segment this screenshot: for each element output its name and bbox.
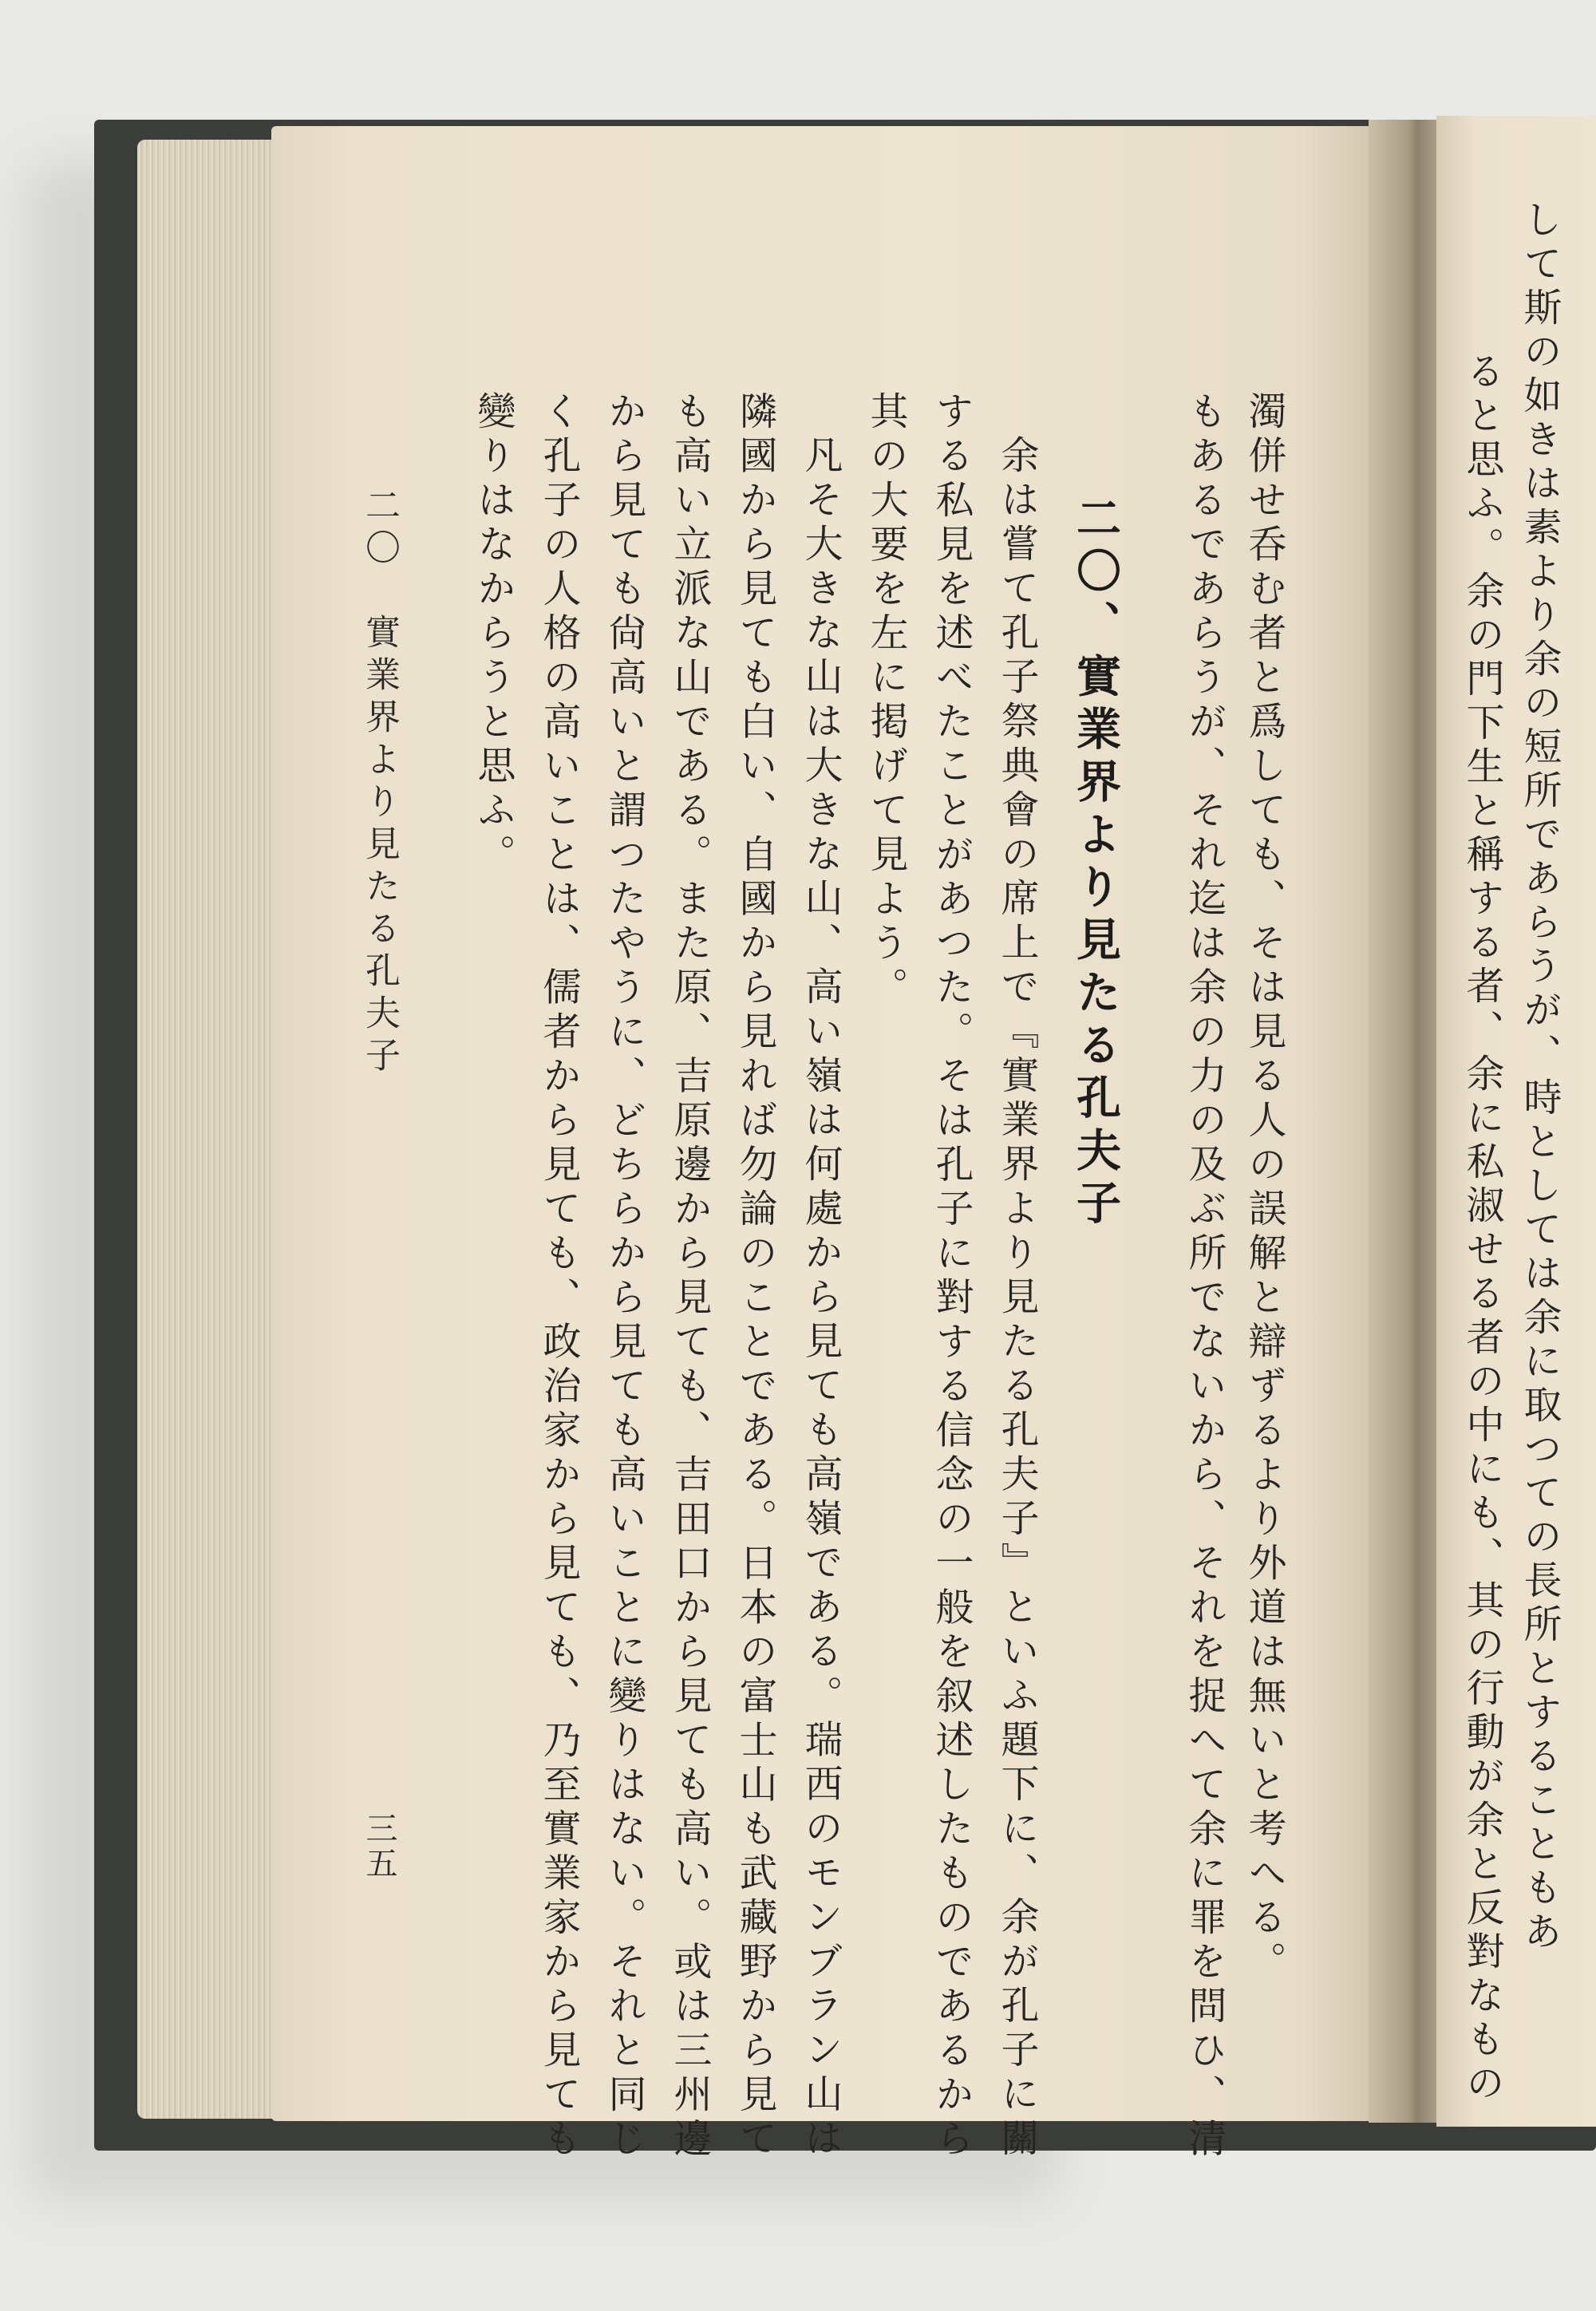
body-line-8: く孔子の人格の高いことは、儒者から見ても、政治家から見ても、乃至實業家から見ても [536, 391, 581, 2163]
body-line-3: 其の大要を左に掲げて見よう。 [863, 391, 908, 1011]
page-edges [137, 140, 289, 2119]
body-line-9: 變りはなからうと思ふ。 [471, 391, 516, 879]
running-head: 二〇 實業界より見たる孔夫子 [359, 487, 400, 1079]
body-line-2: する私見を述べたことがあつた。そは孔子に對する信念の一般を叙述したものであるから [929, 391, 974, 2163]
body-line-7: から見ても尙高いと謂つたやうに、どちらから見ても高いことに變りはない。それと同じ [602, 391, 646, 2163]
page-number: 三五 [361, 1811, 397, 1882]
body-line-4: 凡そ大きな山は大きな山、高い嶺は何處から見ても高嶺である。瑞西のモンブラン山は [798, 435, 843, 2163]
continuation-line-2: もあるであらうが、それ迄は余の力の及ぶ所でないから、それを捉へて余に罪を問ひ、清 [1182, 391, 1227, 2163]
right-page-line-1: して斯の如きは素より余の短所であらうが、時としては余に取つての長所とすることもあ [1517, 199, 1562, 1955]
section-heading: 二〇、實業界より見たる孔夫子 [1069, 495, 1121, 1232]
body-line-5: 隣國から見ても白い、自國から見れば勿論のことである。日本の富士山も武藏野から見て [733, 391, 777, 2163]
body-line-1: 余は嘗て孔子祭典會の席上で『實業界より見たる孔夫子』といふ題下に、余が孔子に關 [994, 435, 1039, 2163]
right-page-line-2: ると思ふ。余の門下生と稱する者、余に私淑せる者の中にも、其の行動が余と反對なもの [1460, 351, 1504, 2107]
body-line-6: も高い立派な山である。また原、吉原邊から見ても、吉田口から見ても高い。或は三州邊 [667, 391, 712, 2163]
continuation-line-1: 濁併せ呑む者と爲しても、そは見る人の誤解と辯ずるより外道は無いと考へる。 [1242, 391, 1286, 1985]
